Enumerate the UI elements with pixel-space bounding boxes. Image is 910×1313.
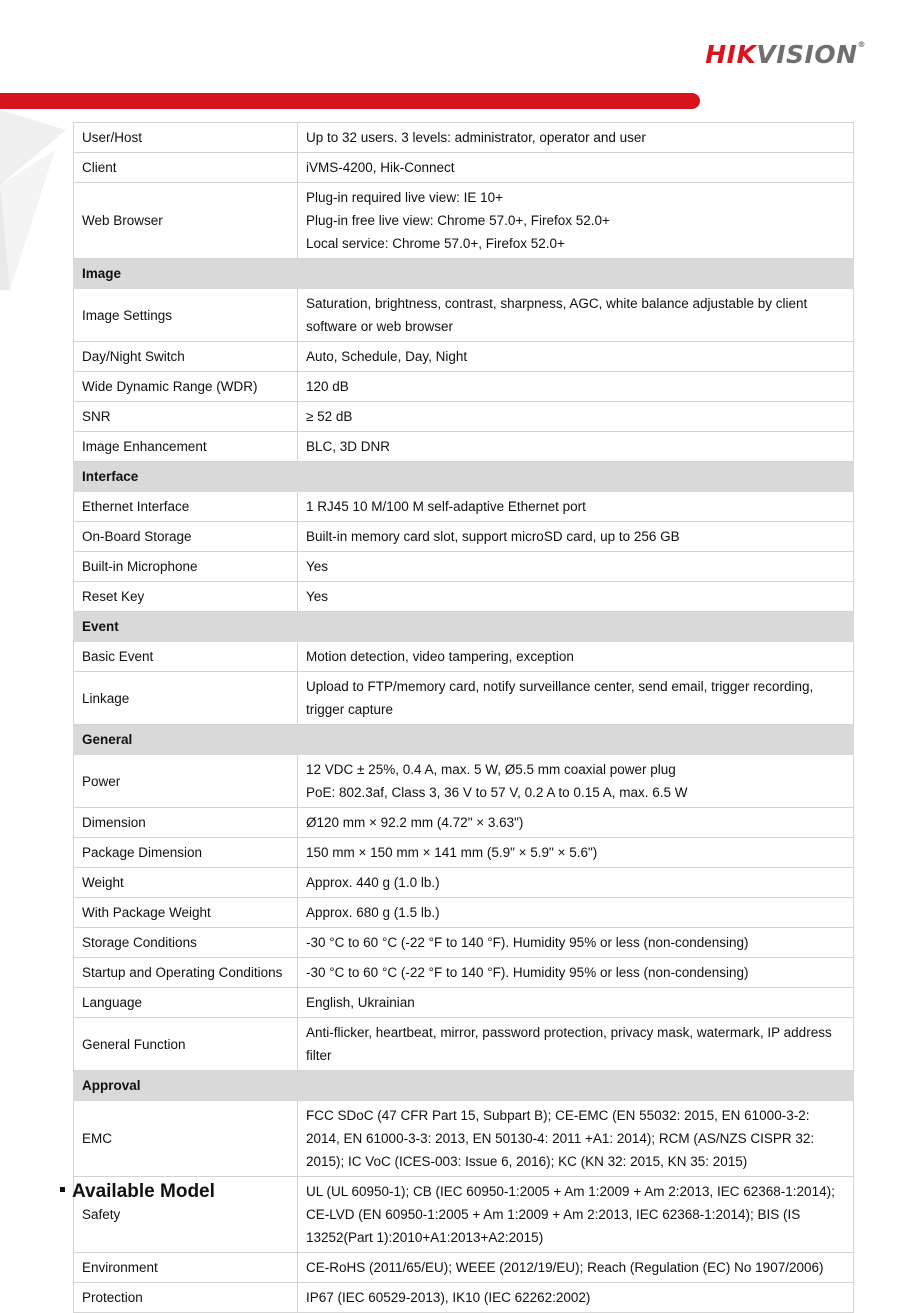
spec-value <box>298 522 854 552</box>
spec-value-line: BLC, 3D DNR <box>306 439 391 454</box>
section-title: Approval <box>74 1071 854 1101</box>
spec-label: General Function <box>74 1018 298 1071</box>
spec-label: SNR <box>74 402 298 432</box>
spec-label: Environment <box>74 1253 298 1283</box>
spec-label: Image Settings <box>74 289 298 342</box>
spec-value-line: Ø120 mm × 92.2 mm (4.72" × 3.63") <box>306 815 524 830</box>
spec-label: On-Board Storage <box>74 522 298 552</box>
section-title: Event <box>74 612 854 642</box>
spec-label: Weight <box>74 868 298 898</box>
spec-value-line: Plug-in required live view: IE 10+ <box>306 190 503 205</box>
decorative-triangles-graphic <box>0 110 70 290</box>
spec-value-line: English, Ukrainian <box>306 995 415 1010</box>
spec-value <box>298 153 854 183</box>
spec-value <box>298 582 854 612</box>
spec-row <box>74 988 854 1018</box>
spec-row <box>74 432 854 462</box>
spec-label: Web Browser <box>74 183 298 259</box>
header-accent-bar <box>0 93 700 109</box>
spec-value-line: Yes <box>306 589 329 604</box>
spec-label: Ethernet Interface <box>74 492 298 522</box>
spec-value <box>298 342 854 372</box>
spec-value-line: Auto, Schedule, Day, Night <box>306 349 468 364</box>
spec-label: Startup and Operating Conditions <box>74 958 298 988</box>
spec-value <box>298 988 854 1018</box>
spec-value <box>298 1177 854 1253</box>
spec-label: Safety <box>74 1177 298 1253</box>
spec-value <box>298 838 854 868</box>
spec-value-line: Anti-flicker, heartbeat, mirror, password protection, privacy mask, watermark, IP address filter <box>306 1025 832 1063</box>
spec-value <box>298 898 854 928</box>
spec-row <box>74 522 854 552</box>
spec-value-line: Upload to FTP/memory card, notify surveillance center, send email, trigger recording, trigger capture <box>306 679 814 717</box>
spec-label: Reset Key <box>74 582 298 612</box>
spec-value-line: Approx. 440 g (1.0 lb.) <box>306 875 440 890</box>
specification-table <box>73 122 854 1313</box>
spec-value-line: Built-in memory card slot, support microSD card, up to 256 GB <box>306 529 680 544</box>
spec-row <box>74 1253 854 1283</box>
spec-label: Power <box>74 755 298 808</box>
spec-value <box>298 1101 854 1177</box>
spec-row <box>74 342 854 372</box>
spec-value <box>298 1283 854 1313</box>
spec-value <box>298 289 854 342</box>
spec-row <box>74 928 854 958</box>
spec-row <box>74 808 854 838</box>
spec-value <box>298 1018 854 1071</box>
spec-value-line: UL (UL 60950-1); CB (IEC 60950-1:2005 + Am 1:2009 + Am 2:2013, IEC 62368-1:2014); CE-LVD (EN 60950-1:2005 + Am 1:2009 + Am 2:2013, IEC 62368-1:2014); BIS (IS 13252(Part 1):2010+A1:2013+A2:2015) <box>306 1184 835 1245</box>
spec-value <box>298 642 854 672</box>
spec-label: Linkage <box>74 672 298 725</box>
spec-value <box>298 402 854 432</box>
spec-value <box>298 552 854 582</box>
spec-row <box>74 1101 854 1177</box>
spec-value <box>298 928 854 958</box>
spec-label: Wide Dynamic Range (WDR) <box>74 372 298 402</box>
spec-label: Basic Event <box>74 642 298 672</box>
spec-value-line: -30 °C to 60 °C (-22 °F to 140 °F). Humidity 95% or less (non-condensing) <box>306 965 749 980</box>
spec-row <box>74 642 854 672</box>
spec-value-line: PoE: 802.3af, Class 3, 36 V to 57 V, 0.2 A to 0.15 A, max. 6.5 W <box>306 785 688 800</box>
spec-value-line: Plug-in free live view: Chrome 57.0+, Firefox 52.0+ <box>306 213 610 228</box>
section-title: General <box>74 725 854 755</box>
spec-row <box>74 492 854 522</box>
bullet-icon <box>60 1187 65 1192</box>
spec-value-line: Saturation, brightness, contrast, sharpness, AGC, white balance adjustable by client software or web browser <box>306 296 808 334</box>
spec-value <box>298 372 854 402</box>
spec-label: Dimension <box>74 808 298 838</box>
spec-row <box>74 898 854 928</box>
section-header-row <box>74 259 854 289</box>
spec-value-line: FCC SDoC (47 CFR Part 15, Subpart B); CE-EMC (EN 55032: 2015, EN 61000-3-2: 2014, EN 61000-3-3: 2013, EN 50130-4: 2011 +A1: 2014); RCM (AS/NZS CISPR 32: 2015); IC VoC (ICES-003: Issue 6, 2016); KC (KN 32: 2015, KN 35: 2015) <box>306 1108 815 1169</box>
section-title: Image <box>74 259 854 289</box>
spec-row <box>74 755 854 808</box>
spec-row <box>74 402 854 432</box>
spec-row <box>74 289 854 342</box>
spec-label: Image Enhancement <box>74 432 298 462</box>
spec-row <box>74 1018 854 1071</box>
spec-value <box>298 755 854 808</box>
spec-row <box>74 958 854 988</box>
spec-row <box>74 838 854 868</box>
spec-label: Package Dimension <box>74 838 298 868</box>
spec-row <box>74 183 854 259</box>
spec-row <box>74 123 854 153</box>
spec-label: Client <box>74 153 298 183</box>
spec-row <box>74 372 854 402</box>
spec-label: Storage Conditions <box>74 928 298 958</box>
spec-label: User/Host <box>74 123 298 153</box>
spec-value-line: ≥ 52 dB <box>306 409 353 424</box>
section-header-row <box>74 462 854 492</box>
spec-value-line: 12 VDC ± 25%, 0.4 A, max. 5 W, Ø5.5 mm coaxial power plug <box>306 762 676 777</box>
spec-value-line: 150 mm × 150 mm × 141 mm (5.9" × 5.9" × 5.6") <box>306 845 598 860</box>
spec-label: With Package Weight <box>74 898 298 928</box>
spec-row <box>74 672 854 725</box>
spec-row <box>74 153 854 183</box>
spec-value-line: 120 dB <box>306 379 349 394</box>
spec-value-line: -30 °C to 60 °C (-22 °F to 140 °F). Humidity 95% or less (non-condensing) <box>306 935 749 950</box>
spec-value-line: iVMS-4200, Hik-Connect <box>306 160 455 175</box>
spec-row <box>74 582 854 612</box>
section-header-row <box>74 725 854 755</box>
spec-label: EMC <box>74 1101 298 1177</box>
spec-label: Language <box>74 988 298 1018</box>
spec-value <box>298 958 854 988</box>
spec-label: Protection <box>74 1283 298 1313</box>
spec-value <box>298 808 854 838</box>
section-header-row <box>74 1071 854 1101</box>
spec-value-line: Yes <box>306 559 329 574</box>
spec-value-line: Local service: Chrome 57.0+, Firefox 52.0+ <box>306 236 565 251</box>
spec-value <box>298 1253 854 1283</box>
spec-row <box>74 1283 854 1313</box>
spec-row <box>74 552 854 582</box>
spec-value-line: IP67 (IEC 60529-2013), IK10 (IEC 62262:2002) <box>306 1290 591 1305</box>
spec-value-line: CE-RoHS (2011/65/EU); WEEE (2012/19/EU); Reach (Regulation (EC) No 1907/2006) <box>306 1260 824 1275</box>
spec-label: Day/Night Switch <box>74 342 298 372</box>
spec-value <box>298 183 854 259</box>
spec-value-line: Up to 32 users. 3 levels: administrator, operator and user <box>306 130 646 145</box>
spec-value <box>298 492 854 522</box>
section-header-row <box>74 612 854 642</box>
section-title: Interface <box>74 462 854 492</box>
spec-value <box>298 432 854 462</box>
hikvision-logo: HIKVISION® <box>705 40 866 69</box>
spec-row <box>74 868 854 898</box>
spec-value-line: Motion detection, video tampering, exception <box>306 649 574 664</box>
available-model-heading: Available Model <box>60 1181 215 1203</box>
spec-value-line: Approx. 680 g (1.5 lb.) <box>306 905 440 920</box>
spec-value <box>298 123 854 153</box>
spec-value <box>298 868 854 898</box>
spec-label: Built-in Microphone <box>74 552 298 582</box>
spec-value-line: 1 RJ45 10 M/100 M self-adaptive Ethernet port <box>306 499 586 514</box>
spec-value <box>298 672 854 725</box>
